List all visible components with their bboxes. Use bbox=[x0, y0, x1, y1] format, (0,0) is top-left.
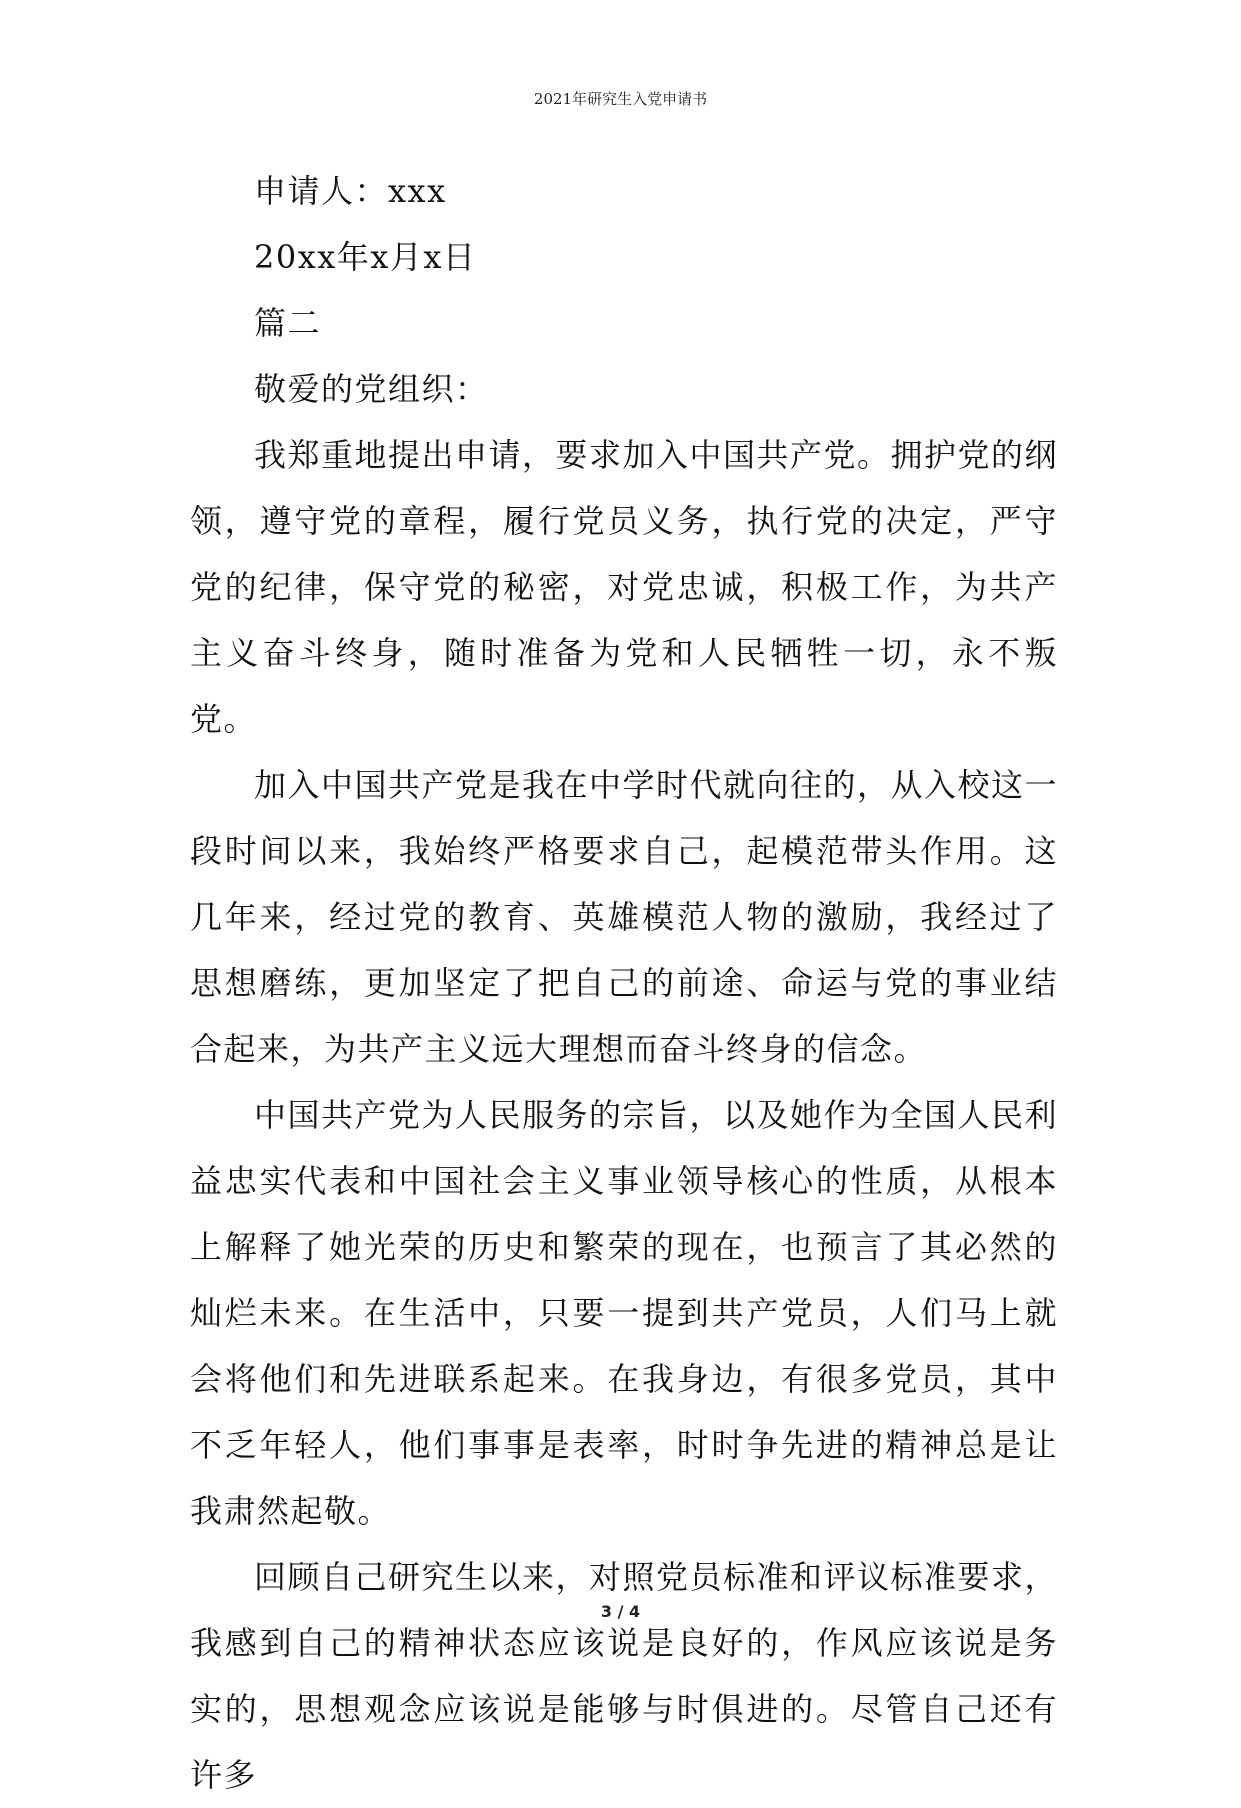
section-heading: 篇二 bbox=[254, 304, 322, 342]
paragraph: 回顾自己研究生以来，对照党员标准和评议标准要求，我感到自己的精神状态应该说是良好的，作风应该说是务实的，思想观念应该说是能够与时俱进的。尽管自己还有许多 bbox=[190, 1558, 1059, 1794]
paragraph: 我郑重地提出申请，要求加入中国共产党。拥护党的纲领，遵守党的章程，履行党员义务，执行党的决定，严守党的纪律，保守党的秘密，对党忠诚，积极工作，为共产主义奋斗终身，随时准备为党和人民牺牲一切，永不叛党。 bbox=[190, 436, 1059, 738]
document-body bbox=[190, 158, 1058, 1808]
page-number: 3 / 4 bbox=[600, 1602, 641, 1621]
salutation: 敬爱的党组织： bbox=[254, 370, 489, 408]
paragraph: 加入中国共产党是我在中学时代就向往的，从入校这一段时间以来，我始终严格要求自己，起模范带头作用。这几年来，经过党的教育、英雄模范人物的激励，我经过了思想磨练，更加坚定了把自己的前途、命运与党的事业结合起来，为共产主义远大理想而奋斗终身的信念。 bbox=[190, 766, 1059, 1068]
applicant-line: 申请人：xxx bbox=[254, 172, 447, 210]
page-header: 2021年研究生入党申请书 bbox=[533, 90, 708, 108]
date-line: 20xx年x月x日 bbox=[254, 238, 477, 276]
paragraph: 中国共产党为人民服务的宗旨，以及她作为全国人民利益忠实代表和中国社会主义事业领导核心的性质，从根本上解释了她光荣的历史和繁荣的现在，也预言了其必然的灿烂未来。在生活中，只要一提到共产党员，人们马上就会将他们和先进联系起来。在我身边，有很多党员，其中不乏年轻人，他们事事是表率，时时争先进的精神总是让我肃然起敬。 bbox=[190, 1096, 1059, 1530]
